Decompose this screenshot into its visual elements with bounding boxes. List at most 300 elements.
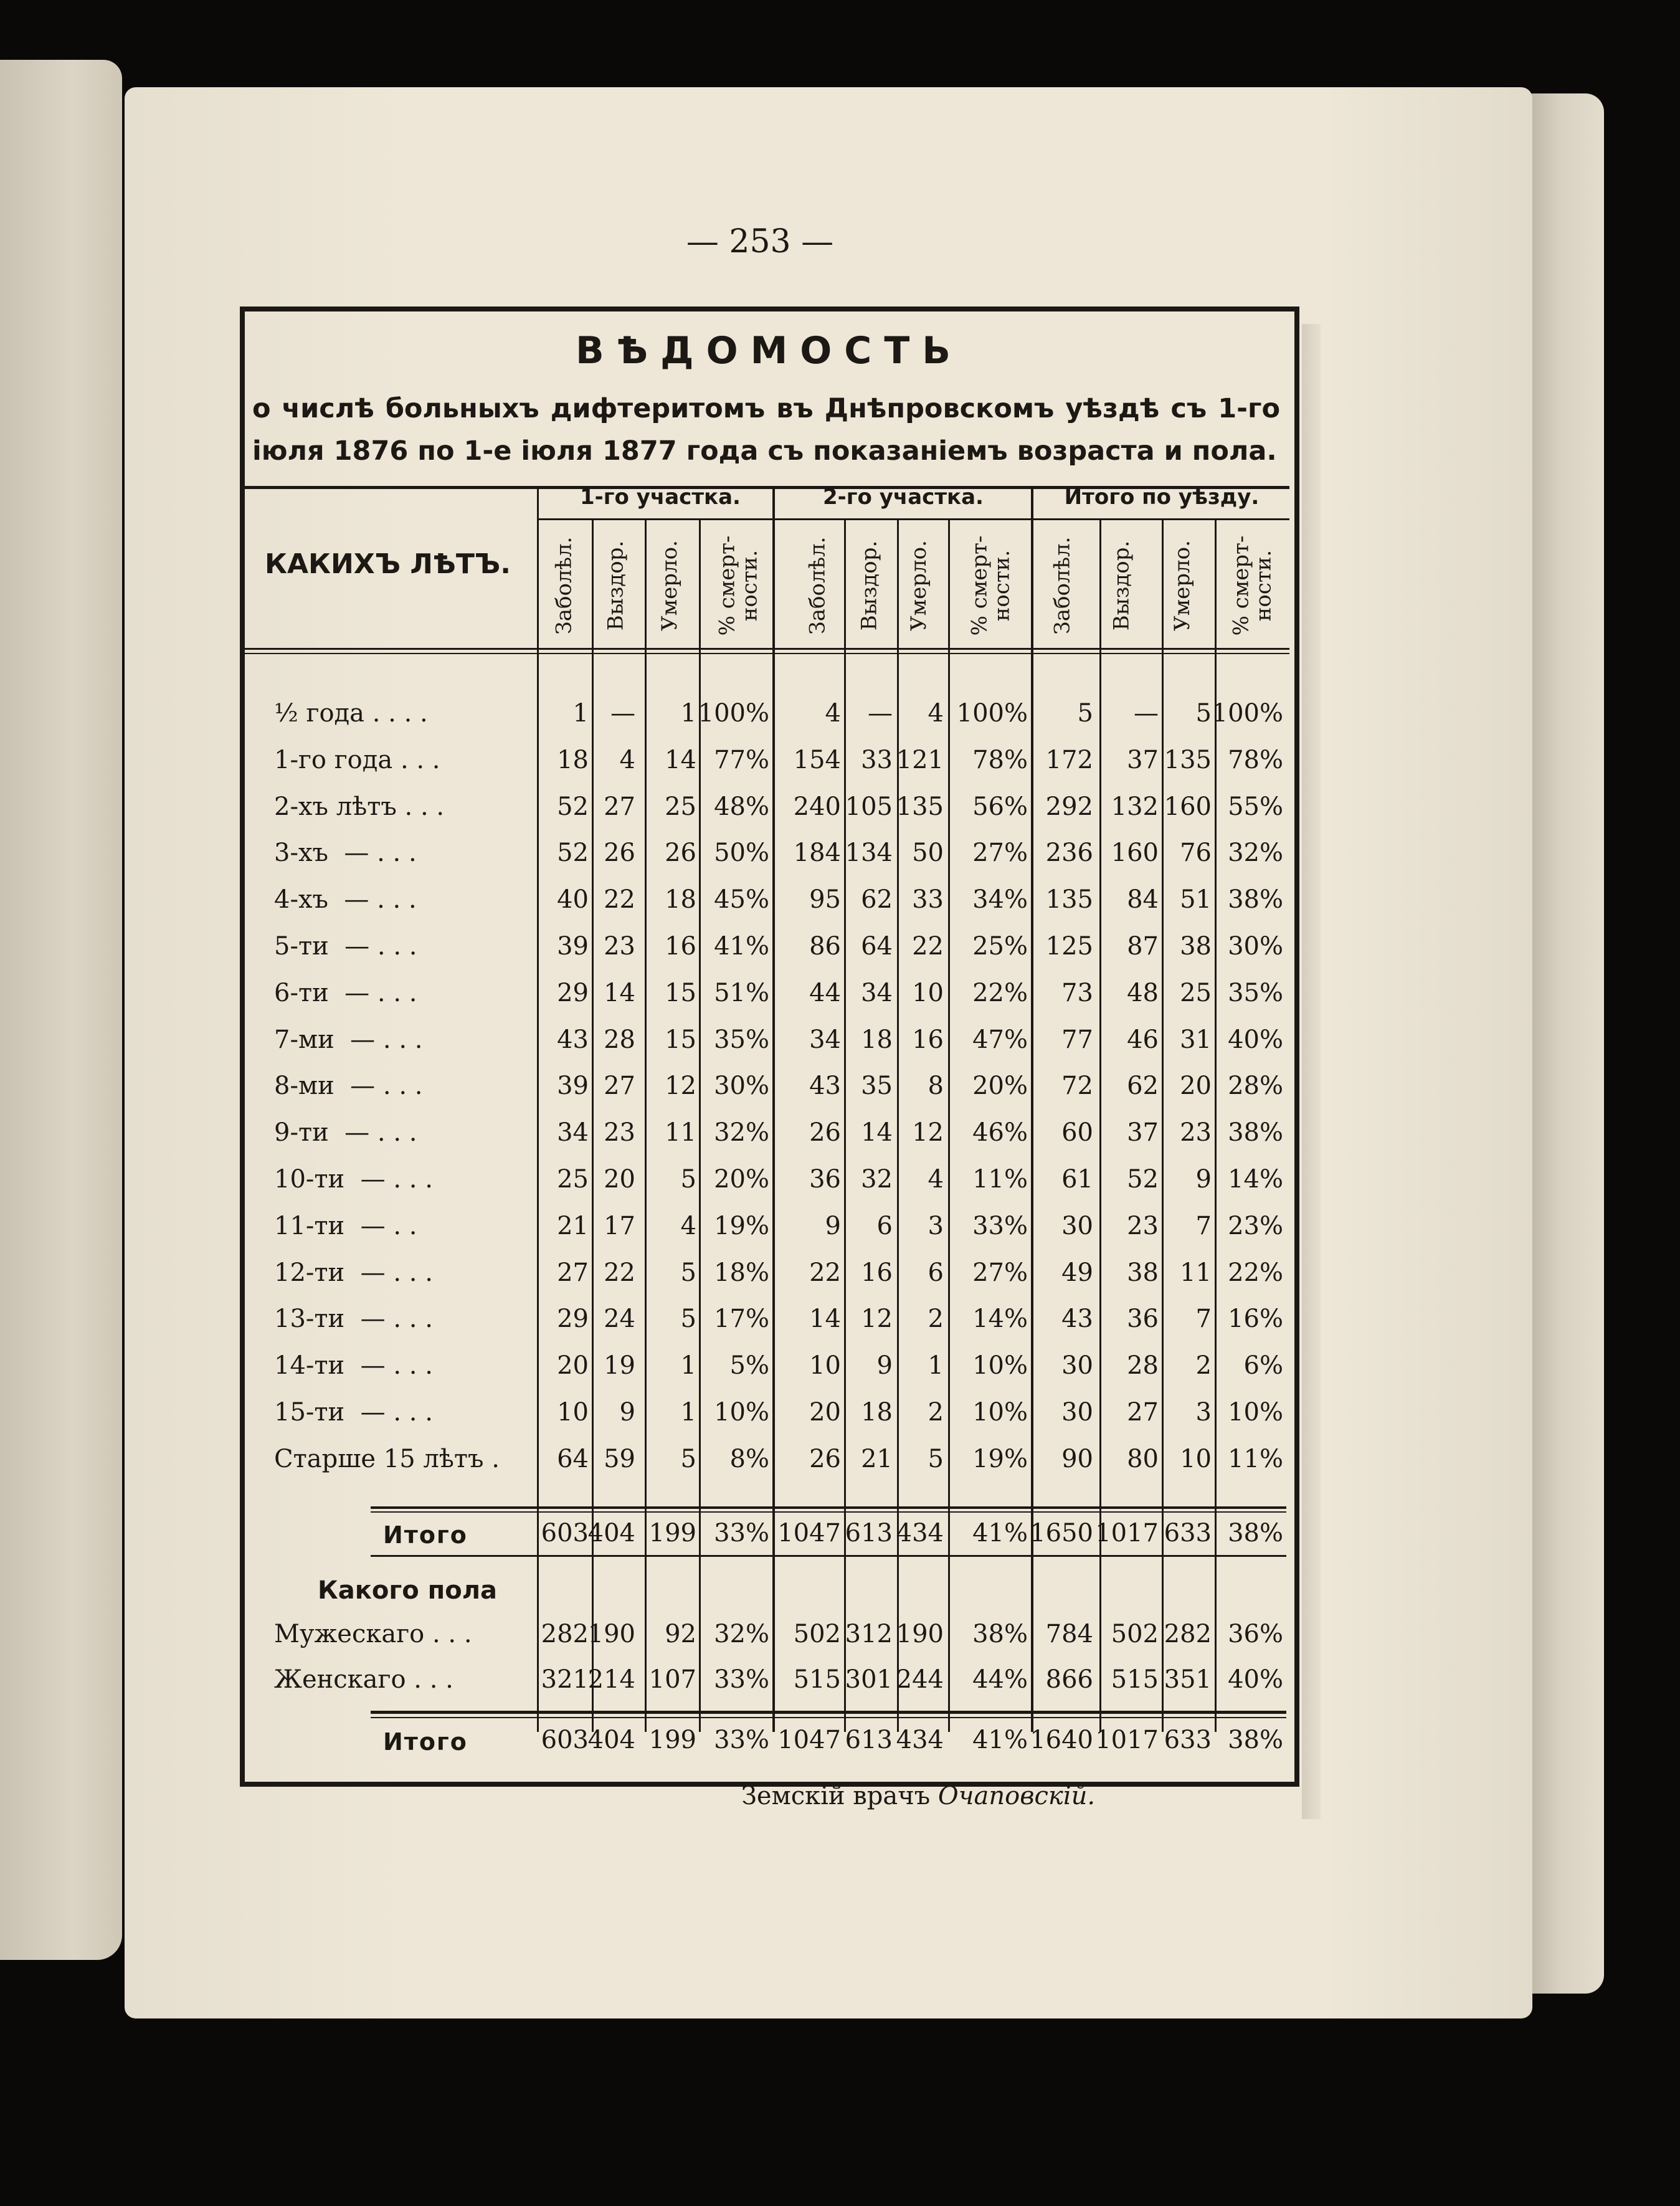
row-cell: 39 (557, 1072, 589, 1101)
row-cell: 40% (1228, 1025, 1283, 1054)
row-cell: 132 (1111, 792, 1159, 821)
row-cell: 404 (587, 1726, 635, 1754)
row-cell: 17 (604, 1211, 635, 1240)
table-row (274, 699, 1289, 740)
row-cell: 6 (876, 1211, 893, 1240)
row-cell: 34% (972, 885, 1028, 915)
column-header-text: Заболѣл. (805, 536, 830, 635)
total-row (274, 1519, 1289, 1560)
row-label: ½ года . . . . (274, 699, 428, 728)
row-cell: 1650 (1030, 1519, 1093, 1548)
row-cell: 21 (557, 1211, 589, 1240)
row-cell: 80 (1127, 1444, 1159, 1473)
row-cell: 10% (972, 1351, 1028, 1381)
row-cell: 38 (1127, 1258, 1159, 1287)
row-cell: 35% (1228, 978, 1283, 1007)
row-cell: 30% (1228, 932, 1283, 961)
row-label: 10-ти — . . . (274, 1165, 433, 1194)
row-cell: 49 (1061, 1258, 1093, 1287)
column-header (844, 523, 894, 648)
row-cell: 56% (972, 792, 1028, 821)
column-header (894, 523, 944, 648)
column-header-text: Выздор. (1109, 540, 1134, 631)
signature-name: Очаповскій. (937, 1782, 1096, 1810)
row-cell: 41% (972, 1726, 1028, 1754)
row-cell: 7 (1195, 1211, 1212, 1240)
row-cell: 12 (665, 1072, 696, 1101)
row-cell: 48% (714, 792, 769, 821)
row-cell: 32 (861, 1165, 893, 1194)
row-cell: 27 (604, 792, 635, 821)
row-cell: 7 (1195, 1305, 1212, 1334)
row-cell: 434 (896, 1726, 944, 1754)
row-cell: 33% (714, 1726, 769, 1754)
row-cell: 1640 (1030, 1726, 1093, 1754)
row-cell: 34 (809, 1025, 841, 1054)
table-row (274, 932, 1289, 973)
row-cell: — (1134, 699, 1159, 728)
row-cell: 73 (1061, 978, 1093, 1007)
row-cell: 14% (972, 1305, 1028, 1334)
row-cell: 1017 (1095, 1726, 1159, 1754)
row-cell: 31 (1180, 1025, 1212, 1054)
table-row (274, 1165, 1289, 1206)
row-cell: 10% (714, 1398, 769, 1427)
row-cell: 52 (557, 839, 589, 868)
table-row (274, 1118, 1289, 1159)
row-cell: 2 (1195, 1351, 1212, 1381)
row-cell: 27 (557, 1258, 589, 1287)
signature (741, 1782, 1095, 1810)
row-cell: 6% (1243, 1351, 1283, 1381)
row-cell: 17% (714, 1305, 769, 1334)
row-cell: 321 (541, 1665, 589, 1694)
column-header (645, 523, 695, 648)
row-cell: 23% (1228, 1211, 1283, 1240)
column-header (1037, 523, 1087, 648)
row-cell: 236 (1045, 839, 1093, 868)
group-header-total: Итого по уѣзду. (1064, 485, 1260, 510)
table-row (274, 1398, 1289, 1439)
row-cell: 33% (714, 1665, 769, 1694)
row-cell: 19% (714, 1211, 769, 1240)
row-cell: 61 (1061, 1165, 1093, 1194)
row-cell: 90 (1061, 1444, 1093, 1473)
row-cell: 3 (928, 1211, 944, 1240)
row-cell: 4 (928, 1165, 944, 1194)
row-cell: 11% (972, 1165, 1028, 1194)
row-cell: 3 (1195, 1398, 1212, 1427)
row-cell: 6 (928, 1258, 944, 1287)
row-label: 15-ти — . . . (274, 1398, 433, 1427)
row-cell: 154 (793, 745, 841, 774)
row-cell: 25% (972, 932, 1028, 961)
column-header-text: % смерт- ности. (967, 535, 1015, 636)
row-cell: 44% (972, 1665, 1028, 1694)
row-cell: 100% (698, 699, 769, 728)
row-cell: 9 (1195, 1165, 1212, 1194)
row-cell: 15 (665, 978, 696, 1007)
row-cell: 37 (1127, 1118, 1159, 1148)
header-rule-groups (537, 518, 1289, 520)
row-cell: 199 (648, 1726, 696, 1754)
total-rule-1b (371, 1511, 1286, 1513)
row-cell: 32% (1228, 839, 1283, 868)
row-cell: 35% (714, 1025, 769, 1054)
table-row (274, 792, 1289, 834)
column-header (966, 523, 1015, 648)
row-cell: 135 (896, 792, 944, 821)
row-cell: 105 (845, 792, 893, 821)
row-cell: 36 (809, 1165, 841, 1194)
row-cell: 76 (1180, 839, 1212, 868)
row-cell: 1 (680, 1351, 696, 1381)
row-cell: 20 (604, 1165, 635, 1194)
row-cell: 86 (809, 932, 841, 961)
row-cell: 23 (604, 1118, 635, 1148)
column-header-text: Выздор. (857, 540, 882, 631)
row-cell: 135 (1164, 745, 1212, 774)
row-cell: 52 (1127, 1165, 1159, 1194)
row-cell: 603 (541, 1726, 589, 1754)
column-header-text: Умерло. (906, 540, 931, 631)
row-cell: 1 (680, 699, 696, 728)
column-header (1096, 523, 1146, 648)
row-cell: 43 (557, 1025, 589, 1054)
column-header-text: Заболѣл. (551, 536, 576, 635)
row-cell: 301 (845, 1665, 893, 1694)
row-cell: 5 (680, 1258, 696, 1287)
table-row (274, 1620, 1289, 1661)
row-cell: 27% (972, 839, 1028, 868)
row-cell: 515 (793, 1665, 841, 1694)
page-bleed (1302, 324, 1321, 1819)
row-cell: 633 (1164, 1726, 1212, 1754)
group-header-2: 2-го участка. (823, 485, 984, 510)
row-cell: 16 (665, 932, 696, 961)
row-cell: 5% (729, 1351, 769, 1381)
row-cell: 46% (972, 1118, 1028, 1148)
table-row (274, 885, 1289, 926)
row-cell: 5 (680, 1305, 696, 1334)
table-row (274, 1025, 1289, 1067)
row-label: 2-хъ лѣтъ . . . (274, 792, 445, 821)
row-cell: 36% (1228, 1620, 1283, 1648)
row-cell: 41% (972, 1519, 1028, 1548)
document-title: ВѢДОМОСТЬ (575, 329, 963, 373)
column-header (539, 523, 589, 648)
row-cell: 20 (809, 1398, 841, 1427)
row-cell: 72 (1061, 1072, 1093, 1101)
row-cell: 14 (604, 978, 635, 1007)
row-cell: 502 (793, 1620, 841, 1648)
row-cell: 24 (604, 1305, 635, 1334)
total-row (274, 1726, 1289, 1767)
row-cell: 613 (845, 1726, 893, 1754)
row-cell: 30 (1061, 1211, 1093, 1240)
header-rule-bottom2 (245, 653, 1289, 654)
row-cell: 121 (896, 745, 944, 774)
row-cell: 38% (1228, 885, 1283, 915)
row-cell: 29 (557, 978, 589, 1007)
row-cell: 77 (1061, 1025, 1093, 1054)
row-cell: 11 (1180, 1258, 1212, 1287)
row-cell: 160 (1164, 792, 1212, 821)
row-cell: 4 (825, 699, 841, 728)
row-cell: 292 (1045, 792, 1093, 821)
table-row (274, 746, 1289, 787)
row-cell: 40% (1228, 1665, 1283, 1694)
row-cell: 603 (541, 1519, 589, 1548)
page-number: — 253 — (686, 223, 834, 260)
left-page-edge (0, 60, 122, 1960)
row-cell: 23 (604, 932, 635, 961)
table-row (274, 1351, 1289, 1392)
column-header-text: Заболѣл. (1050, 536, 1075, 635)
column-header (792, 523, 842, 648)
row-cell: 1017 (1095, 1519, 1159, 1548)
row-cell: 244 (896, 1665, 944, 1694)
row-label: 13-ти — . . . (274, 1305, 433, 1334)
row-cell: 2 (928, 1398, 944, 1427)
row-cell: 33 (861, 745, 893, 774)
row-cell: 33 (912, 885, 944, 915)
row-label: Итого (383, 1728, 468, 1756)
table-row (274, 1445, 1289, 1486)
row-cell: 14 (809, 1305, 841, 1334)
row-cell: 95 (809, 885, 841, 915)
row-cell: 37 (1127, 745, 1159, 774)
row-cell: 26 (665, 839, 696, 868)
row-cell: 43 (1061, 1305, 1093, 1334)
row-label: 12-ти — . . . (274, 1258, 433, 1287)
row-label: 8-ми — . . . (274, 1072, 423, 1101)
row-cell: 160 (1111, 839, 1159, 868)
total-rule-1 (371, 1506, 1286, 1509)
row-cell: 434 (896, 1519, 944, 1548)
row-cell: 27 (1127, 1398, 1159, 1427)
column-header (713, 523, 763, 648)
row-cell: 5 (928, 1444, 944, 1473)
row-cell: 351 (1164, 1665, 1212, 1694)
row-label: 11-ти — . . (274, 1211, 417, 1240)
row-cell: 41% (714, 932, 769, 961)
row-cell: 12 (912, 1118, 944, 1148)
row-cell: 23 (1180, 1118, 1212, 1148)
row-cell: 64 (861, 932, 893, 961)
row-label: Женскаго . . . (274, 1665, 453, 1694)
row-cell: 5 (1195, 699, 1212, 728)
row-cell: 19% (972, 1444, 1028, 1473)
age-column-header: КАКИХЪ ЛѢТЪ. (265, 548, 511, 580)
column-header-text: % смерт- ности. (1228, 535, 1276, 636)
table-row (274, 1665, 1289, 1706)
row-label: Старше 15 лѣтъ . (274, 1444, 500, 1473)
row-label: 1-го года . . . (274, 745, 440, 774)
row-cell: 15 (665, 1025, 696, 1054)
row-cell: 10% (1228, 1398, 1283, 1427)
row-cell: 45% (714, 885, 769, 915)
header-rule-bottom (245, 648, 1289, 650)
row-cell: 100% (956, 699, 1028, 728)
row-cell: 50 (912, 839, 944, 868)
row-cell: 26 (809, 1118, 841, 1148)
row-cell: 78% (972, 745, 1028, 774)
total-rule-2 (371, 1711, 1286, 1714)
row-cell: 4 (680, 1211, 696, 1240)
row-cell: 30 (1061, 1351, 1093, 1381)
row-cell: 312 (845, 1620, 893, 1648)
row-cell: 38% (1228, 1519, 1283, 1548)
row-cell: 51 (1180, 885, 1212, 915)
row-cell: 51% (714, 978, 769, 1007)
row-cell: 4 (928, 699, 944, 728)
row-cell: 38% (972, 1620, 1028, 1648)
table-row (274, 1212, 1289, 1253)
row-cell: 5 (680, 1444, 696, 1473)
group-header-1: 1-го участка. (580, 485, 741, 510)
row-cell: 9 (619, 1398, 635, 1427)
row-cell: 32% (714, 1118, 769, 1148)
row-cell: 27 (604, 1072, 635, 1101)
row-cell: 60 (1061, 1118, 1093, 1148)
row-cell: 62 (861, 885, 893, 915)
row-cell: 62 (1127, 1072, 1159, 1101)
row-cell: 8% (729, 1444, 769, 1473)
row-cell: 282 (541, 1620, 589, 1648)
row-cell: 40 (557, 885, 589, 915)
row-cell: 28% (1228, 1072, 1283, 1101)
row-cell: 84 (1127, 885, 1159, 915)
row-cell: 28 (604, 1025, 635, 1054)
row-cell: 25 (1180, 978, 1212, 1007)
row-cell: 14 (861, 1118, 893, 1148)
table-row (274, 839, 1289, 880)
row-cell: 1047 (777, 1519, 841, 1548)
row-cell: 28 (1127, 1351, 1159, 1381)
table-row (274, 979, 1289, 1020)
row-cell: 52 (557, 792, 589, 821)
row-cell: 9 (876, 1351, 893, 1381)
row-label: 7-ми — . . . (274, 1025, 423, 1054)
row-cell: 404 (587, 1519, 635, 1548)
row-cell: 18 (557, 745, 589, 774)
row-cell: 16 (861, 1258, 893, 1287)
column-header (591, 523, 640, 648)
row-cell: 20 (1180, 1072, 1212, 1101)
row-cell: 25 (665, 792, 696, 821)
row-cell: 77% (714, 745, 769, 774)
right-page-edges (1529, 93, 1604, 1994)
row-cell: 20% (714, 1165, 769, 1194)
row-cell: 172 (1045, 745, 1093, 774)
row-cell: 502 (1111, 1620, 1159, 1648)
column-header (1157, 523, 1207, 648)
row-label: 14-ти — . . . (274, 1351, 433, 1381)
row-cell: 59 (604, 1444, 635, 1473)
row-cell: 10 (1180, 1444, 1212, 1473)
row-cell: 92 (665, 1620, 696, 1648)
column-header-text: Выздор. (603, 540, 629, 631)
row-cell: 22 (604, 1258, 635, 1287)
row-cell: 38% (1228, 1118, 1283, 1148)
row-cell: 34 (557, 1118, 589, 1148)
row-cell: 32% (714, 1620, 769, 1648)
row-cell: 18 (861, 1398, 893, 1427)
total-rule-2b (371, 1717, 1286, 1718)
row-label: 9-ти — . . . (274, 1118, 417, 1148)
row-cell: 8 (928, 1072, 944, 1101)
row-cell: 12 (861, 1305, 893, 1334)
row-cell: 50% (714, 839, 769, 868)
row-cell: 43 (809, 1072, 841, 1101)
row-cell: 5 (680, 1165, 696, 1194)
row-cell: 18% (714, 1258, 769, 1287)
table-row (274, 1072, 1289, 1113)
sex-section-header: Какого пола (318, 1576, 498, 1605)
document-subtitle: о числѣ больныхъ дифтеритомъ въ Днѣпровскомъ уѣздѣ съ 1-го іюля 1876 по 1-е іюля 1877 года съ показаніемъ возраста и пола. (252, 393, 1280, 467)
column-header-text: Умерло. (657, 540, 682, 631)
row-cell: 11% (1228, 1444, 1283, 1473)
row-cell: 190 (896, 1620, 944, 1648)
row-cell: — (610, 699, 635, 728)
row-cell: 784 (1045, 1620, 1093, 1648)
row-label: 6-ти — . . . (274, 978, 417, 1007)
row-label: Итого (383, 1521, 468, 1549)
row-cell: 11 (665, 1118, 696, 1148)
row-cell: 866 (1045, 1665, 1093, 1694)
row-cell: 100% (1212, 699, 1283, 728)
row-cell: 22% (1228, 1258, 1283, 1287)
row-cell: 33% (972, 1211, 1028, 1240)
row-cell: 55% (1228, 792, 1283, 821)
row-cell: 10 (557, 1398, 589, 1427)
row-cell: 135 (1045, 885, 1093, 915)
row-cell: 29 (557, 1305, 589, 1334)
row-cell: 47% (972, 1025, 1028, 1054)
row-cell: 30 (1061, 1398, 1093, 1427)
row-cell: 38% (1228, 1726, 1283, 1754)
row-cell: 2 (928, 1305, 944, 1334)
row-cell: 199 (648, 1519, 696, 1548)
row-cell: 48 (1127, 978, 1159, 1007)
row-cell: 87 (1127, 932, 1159, 961)
row-cell: 22% (972, 978, 1028, 1007)
column-header (1227, 523, 1277, 648)
row-cell: 9 (825, 1211, 841, 1240)
row-cell: 23 (1127, 1211, 1159, 1240)
row-cell: 22 (809, 1258, 841, 1287)
row-cell: 5 (1077, 699, 1093, 728)
row-cell: 14 (665, 745, 696, 774)
row-cell: 16 (912, 1025, 944, 1054)
total-rule-1c (371, 1555, 1286, 1557)
row-cell: 134 (845, 839, 893, 868)
table-row (274, 1258, 1289, 1300)
row-cell: 21 (861, 1444, 893, 1473)
row-cell: 10 (809, 1351, 841, 1381)
row-cell: 1 (572, 699, 589, 728)
row-cell: 184 (793, 839, 841, 868)
signature-title: Земскій врачъ (741, 1782, 931, 1810)
row-cell: 1 (928, 1351, 944, 1381)
row-cell: 18 (861, 1025, 893, 1054)
row-cell: 190 (587, 1620, 635, 1648)
row-cell: 26 (604, 839, 635, 868)
row-cell: 27% (972, 1258, 1028, 1287)
row-cell: 38 (1180, 932, 1212, 961)
row-label: 4-хъ — . . . (274, 885, 417, 915)
